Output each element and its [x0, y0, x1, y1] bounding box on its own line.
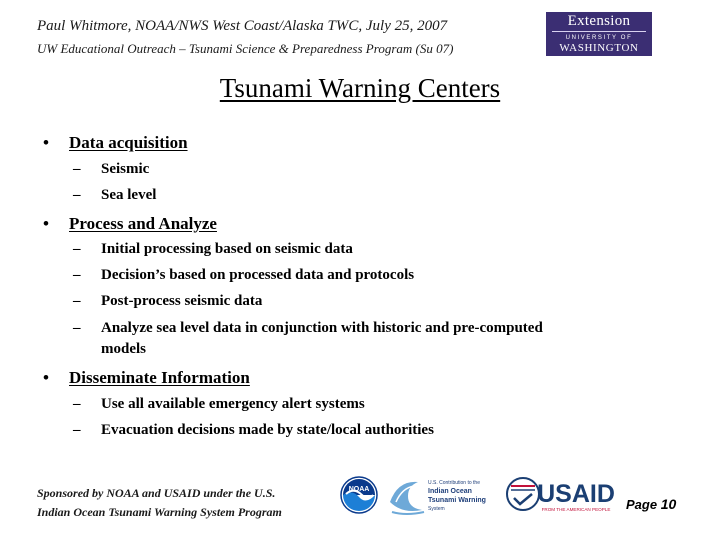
noaa-logo-text: NOAA — [348, 486, 370, 493]
tsunami-program-logo — [388, 472, 500, 525]
tsunami-logo-line-1: U.S. Contribution to the — [428, 480, 480, 486]
footer-sponsor-line-2: Indian Ocean Tsunami Warning System Program — [37, 505, 282, 519]
sub-dash: – — [73, 396, 81, 412]
noaa-emblem-icon — [340, 475, 378, 515]
sub-dash: – — [73, 293, 81, 309]
sub-item-analyze-sea-level — [73, 320, 543, 337]
bullet-symbol: • — [43, 133, 49, 152]
footer-sponsor-line-1: Sponsored by NOAA and USAID under the U.S. — [37, 486, 276, 500]
sub-dash: – — [73, 422, 81, 438]
usaid-tagline: FROM THE AMERICAN PEOPLE — [541, 507, 611, 512]
sub-dash: – — [73, 320, 81, 336]
bullet-symbol: • — [43, 368, 49, 387]
bullet-label: Disseminate Information — [69, 368, 250, 387]
page-label: Page — [626, 497, 658, 512]
sub-dash: – — [73, 267, 81, 283]
tsunami-logo-line-4: System — [428, 506, 445, 512]
noaa-logo — [340, 475, 378, 520]
sub-dash: – — [73, 241, 81, 257]
uw-extension-logo — [546, 12, 652, 56]
bullet-label: Process and Analyze — [69, 214, 217, 233]
usaid-text: USAID — [537, 480, 614, 508]
page-number — [626, 496, 676, 512]
header-program-line: UW Educational Outreach – Tsunami Science & Preparedness Program (Su 07) — [37, 41, 454, 56]
sub-item-text: Seismic — [101, 161, 150, 177]
sub-item-text: Post-process seismic data — [101, 293, 263, 309]
sub-item-analyze-continuation: models — [101, 341, 146, 357]
sub-item-evacuation — [73, 422, 434, 439]
bullet-process-analyze — [43, 214, 217, 234]
sub-item-text: Analyze sea level data in conjunction with historic and pre-computed — [101, 320, 543, 336]
sub-item-seismic — [73, 161, 149, 178]
footer-sponsor-text — [37, 484, 282, 522]
header-author-line: Paul Whitmore, NOAA/NWS West Coast/Alaska TWC, July 25, 2007 — [37, 18, 448, 34]
slide-title-text: Tsunami Warning Centers — [219, 73, 501, 103]
logo-divider — [552, 31, 646, 32]
sub-item-post-process — [73, 293, 262, 310]
sub-item-decisions — [73, 267, 414, 284]
logo-extension-text: Extension — [567, 13, 631, 29]
bullet-label: Data acquisition — [69, 133, 188, 152]
sub-item-text: Initial processing based on seismic data — [101, 241, 353, 257]
sub-item-text: Sea level — [101, 187, 157, 203]
bullet-symbol: • — [43, 214, 49, 233]
slide-title — [0, 73, 720, 104]
usaid-logo — [506, 474, 614, 523]
sub-dash: – — [73, 187, 81, 203]
sub-dash: – — [73, 161, 81, 177]
sub-item-initial-processing — [73, 241, 353, 258]
tsunami-logo-line-3: Tsunami Warning — [428, 497, 486, 504]
tsunami-wave-icon — [388, 472, 500, 520]
tsunami-logo-line-2: Indian Ocean — [428, 488, 472, 495]
sub-item-text: Decision’s based on processed data and protocols — [101, 267, 415, 283]
page-number-value: 10 — [660, 496, 677, 512]
logo-washington-text: WASHINGTON — [559, 42, 639, 54]
sub-item-sea-level — [73, 187, 156, 204]
sub-item-text: Use all available emergency alert systems — [101, 396, 365, 412]
logo-university-text: UNIVERSITY OF — [565, 35, 633, 41]
sub-item-emergency-alert — [73, 396, 365, 413]
bullet-disseminate-information — [43, 368, 250, 388]
usaid-emblem-icon — [506, 474, 614, 518]
bullet-data-acquisition — [43, 133, 188, 153]
sub-item-text: Evacuation decisions made by state/local authorities — [101, 422, 434, 438]
